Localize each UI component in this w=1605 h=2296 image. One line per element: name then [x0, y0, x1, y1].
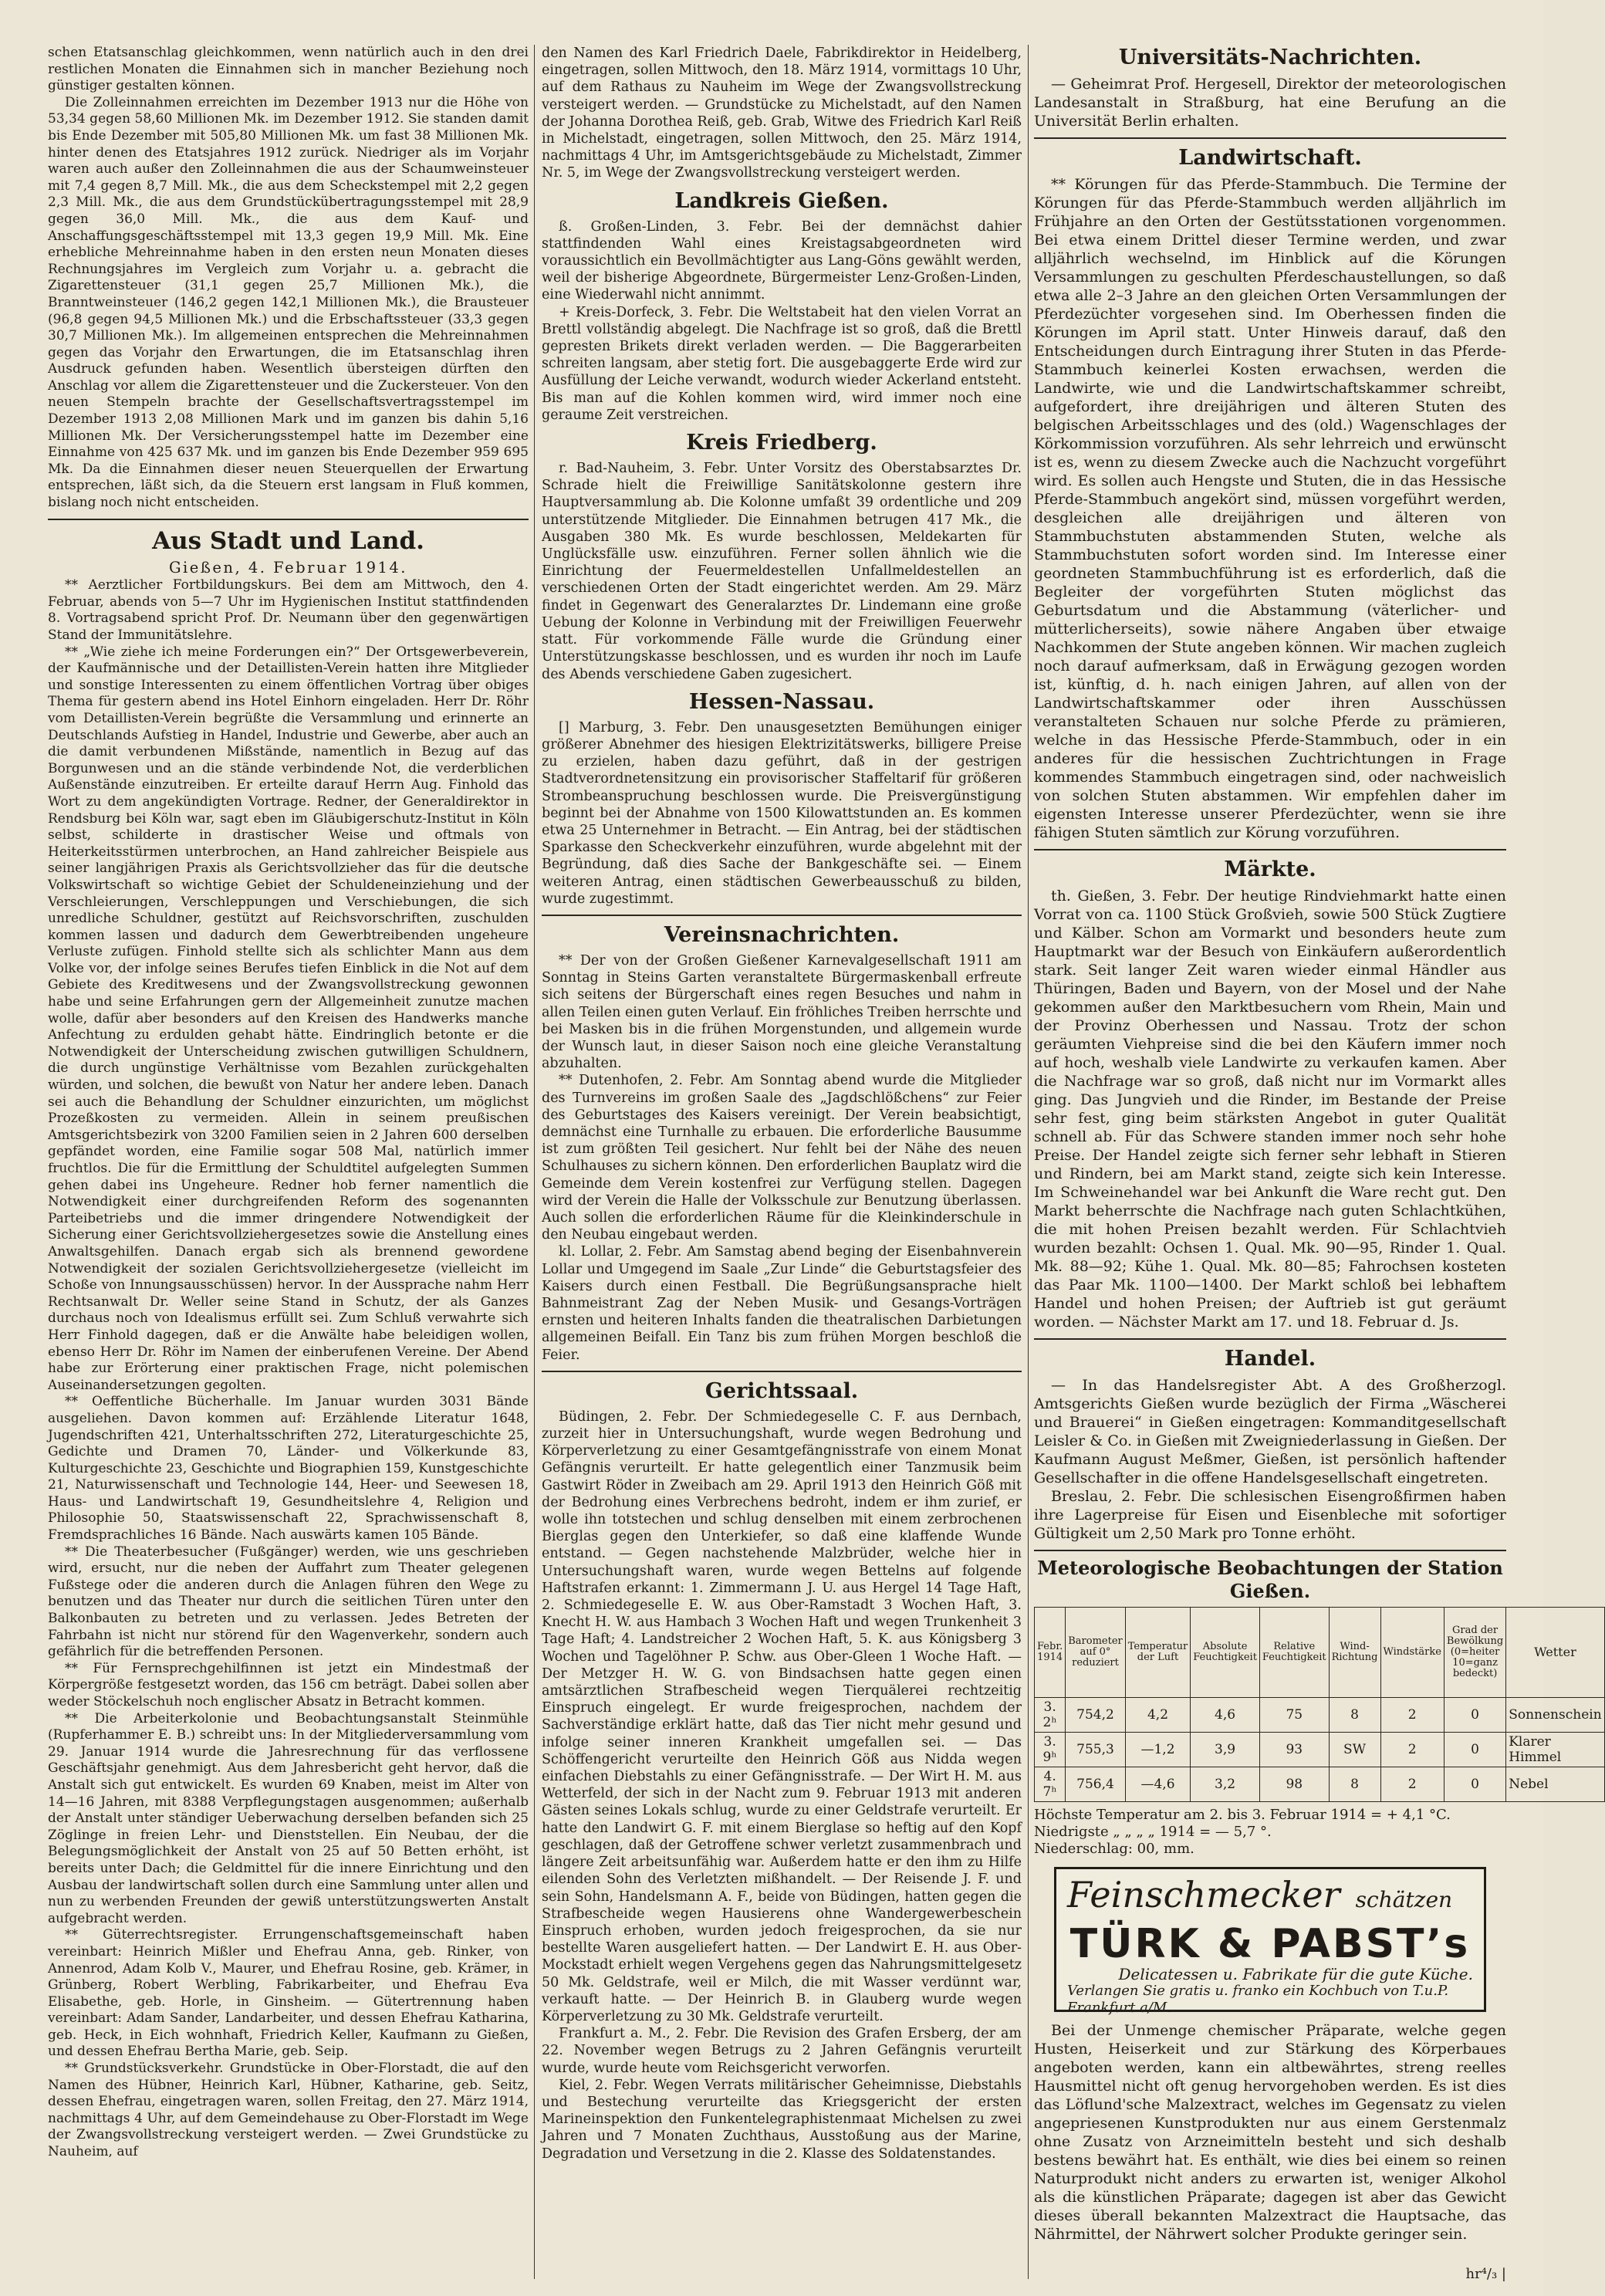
dateline: Gießen, 4. Februar 1914.	[168, 558, 407, 577]
section-heading: Märkte.	[1224, 857, 1316, 881]
table-cell: —4,6	[1125, 1767, 1190, 1802]
article-paragraph: ** Körungen für das Pferde-Stammbuch. Die Termine der Körungen für das Pferde-Stammbuch werden alljährlich im Frühjahre an den Orten der Gestütsstationen vorgenommen. Bei etwa einem Drittel dieser Termine werden, und zwar alljährlich wechselnd, im Hinblick auf die Körungen Versammlungen zu geschulten Pferdeschaustellungen, so daß etwa alle 2–3 Jahre an den gleichen Orten Versammlungen der Pferdezüchter vorgesehen sind. Im Oberhessen finden die Körungen im April statt. Unter Hinweis darauf, daß den Entscheidungen durch Eintragung ihrer Stuten in das Pferde-Stammbuch keinerlei Kosten erwachsen, werden die Landwirte, wie und die Landwirtschaftskammer schreibt, aufgefordert, ihre dreijährigen und älteren Stuten des belgischen Arbeitsschlages und des (old.) Wagenschlages der Körkommission vorzuführen. Als sehr lehrreich und erwünscht ist es, wenn zu diesem Zwecke auch die Nachzucht vorgeführt wird. Es sollen auch Hengste und Stuten, die in das Hessische Pferde-Stammbuch angekört sind, müssen vorgeführt werden, desgleichen alle dreijährigen und älteren von Stammbuchstuten abstammenden Stuten, welche als Stammbuchstuten sofort worden sind. Im Interesse einer geordneten Stammbuchführung ist es erforderlich, daß die Begleiter der vorgeführten Stuten möglichst das Geburtsdatum und die Abstammung (väterlicher- und mütterlicherseits), sowie nähere Angaben über etwaige Nachkommen der Stute angeben können. Wir machen zugleich noch darauf aufmerksam, daß in Erwägung gezogen worden ist, künftig, d. h. nach einigen Jahren, auf allen von der Landwirtschaftskammer oder ihren Ausschüssen veranstalteten Schauen nur solche Pferde zu prämieren, welche in das Hessische Pferde-Stammbuch, oder in ein anderes für die hessischen Zuchtrichtungen in Frage kommendes Stammbuch eingetragen sind, oder nachweislich von solchen Stuten abstammen. Wir empfehlen daher im eigensten Interesse unserer Pferdezüchter, wenn sie ihre fähigen Stuten sämtlich zur Körung vorzuführen.	[1034, 176, 1506, 841]
article-paragraph: Breslau, 2. Febr. Die schlesischen Eisengroßfirmen haben ihre Lagerpreise für Eisen und Eisenbleche mit sofortiger Gültigkeit um 2,50 Mark pro Tonne erhöht.	[1034, 1488, 1506, 1542]
table-cell: 2	[1380, 1767, 1444, 1802]
table-row	[1035, 1767, 1605, 1802]
section-divider	[542, 1371, 1022, 1372]
section-divider	[1034, 1550, 1506, 1551]
table-cell: Klarer Himmel	[1506, 1733, 1604, 1767]
article-paragraph: ** „Wie ziehe ich meine Forderungen ein?“ Der Ortsgewerbeverein, der Kaufmännische und der Detaillisten-Verein hatten ihre Mitglieder und sonstige Interessenten zu einem öffentlichen Vortrag über obiges Thema für gestern abend ins Hotel Einhorn eingeladen. Herr Dr. Röhr vom Detaillisten-Verein begrüßte die Versammlung und erinnerte an Deutschlands Aufstieg in Handel, Industrie und Gewerbe, aber auch an die damit verbundenen Mißstände, namentlich in Bezug auf das Borgunwesen und an die stände verbindende Not, die verderblichen Außenstände einzutreiben. Er erteilte darauf Herrn Aug. Finhold das Wort zu dem angekündigten Vortrage. Redner, der Generaldirektor in Rendsburg bei Köln war, sagt eben im Gläubigerschutz-Institut in Köln selbst, schilderte in drastischer Weise und oftmals von Heiterkeitsstürmen unterbrochen, an Hand zahlreicher Beispiele aus seiner langjährigen Praxis als Gerichtsvollzieher das für die deutsche Volkswirtschaft so wichtige Gebiet der Schuldeneinziehung und der Verschleierungen, Verschleppungen und Verschiebungen, die sich unredliche Schuldner, gestützt auf Reichsvorschriften, zuschulden kommen lassen und dadurch dem Gewerbtreibenden ungeheure Verluste zufügen. Finhold stellte sich als schlichter Mann aus dem Volke vor, der infolge seines Berufes tiefen Einblick in die Not auf dem Gebiete des Kreditwesens und der Zwangsvollstreckung gewonnen habe und seine Erfahrungen gern der Allgemeinheit zunutze machen wolle, dafür aber besonders auf den Kreisen des Handwerks manche Anfechtung zu erdulden gehabt hätte. Eindringlich betonte er die Notwendigkeit der Unterscheidung zwischen gutwilligen Schuldnern, die durch ungünstige Verhältnisse vom Bezahlen zurückgehalten würden, und solchen, die bewußt von Natur her andere leben. Danach sei auch die Behandlung der Schuldner einzurichten, um möglichst Prozeßkosten zu vermeiden. Allein in seinem preußischen Amtsgerichtsbezirk von 3200 Familien seien in 2 Jahren 600 derselben gepfändet worden, eine Familie sogar 508 Mal, natürlich immer fruchtlos. Die für die Ermittlung der Schuldtitel aufgelegten Summen gehen dabei ins Ungeheure. Redner hob ferner namentlich die Notwendigkeit einer durchgreifenden Reform des sogenannten Parteibetriebs und die immer dringendere Notwendigkeit der Sicherung einer Gerichtsvollziehergesetzes sowie die Anstellung eines Anwaltsgehilfen. Danach ergab sich als brennend gewordene Notwendigkeit der sozialen Gerichtsvollziehergesetze (vielleicht im Schoße von Innungsausschüssen) hervor. In der Aussprache nahm Herr Rechtsanwalt Dr. Weller seine Stand in Schutz, der als Ganzes durchaus noch von Idealismus erfüllt sei. Zum Schluß verwahrte sich Herr Finhold dagegen, daß er die Anwälte habe beleidigen wollen, ebenso Herr Dr. Röhr im Namen der einberufenen Vereine. Der Abend habe zur Erörterung einer praktischen Frage, nicht polemischen Auseinandersetzungen gegolten.	[48, 644, 529, 1393]
table-cell: SW	[1329, 1733, 1380, 1767]
table-cell: 4. 7ʰ	[1035, 1767, 1066, 1802]
article-paragraph: kl. Lollar, 2. Febr. Am Samstag abend beging der Eisenbahnverein Lollar und Umgegend im Saale „Zur Linde“ die Geburtstagsfeier des Kaisers durch einen Festball. Die Begrüßungsansprache hielt Bahnmeistrant Zag der Neben Musik- und Gesangs-Vorträgen ernsten und heiteren Inhalts fanden die theatralischen Darbietungen allgemeinen Beifall. Ein Tanz bis zum frühen Morgen beschloß die Feier.	[542, 1244, 1022, 1363]
table-cell: 2	[1380, 1698, 1444, 1733]
section-heading: Landkreis Gießen.	[674, 188, 889, 213]
table-cell: 8	[1329, 1767, 1380, 1802]
weather-table	[1034, 1607, 1605, 1802]
article-paragraph: ** Dutenhofen, 2. Febr. Am Sonntag abend wurde die Mitglieder des Turnvereins im großen Saale des „Jagdschlößchens“ zur Feier des Geburtstages des Kaisers vereinigt. Der Verein beabsichtigt, demnächst eine Turnhalle zu erbauen. Die erforderliche Bausumme ist zum größten Teil gesichert. Nur fehlt bei der Nähe des neuen Schulhauses zu sichern können. Den erforderlichen Bauplatz wird die Gemeinde dem Verein kostenfrei zur Verfügung stellen. Dagegen wird der Verein die Halle der Volksschule zur Benutzung überlassen. Auch sollen die erforderlichen Räume für die Kleinkinderschule in den Neubau eingebaut werden.	[542, 1073, 1022, 1243]
article-paragraph: ** Güterrechtsregister. Errungenschaftsgemeinschaft haben vereinbart: Heinrich Mißler und Ehefrau Anna, geb. Rinker, von Annenrod, Adam Kolb V., Maurer, und Ehefrau Rosine, geb. Krämer, in Grünberg, Robert Werbling, Fabrikarbeiter, und Ehefrau Eva Elisabethe, geb. Horle, in Ginsheim. — Gütertrennung haben vereinbart: Adam Sander, Landarbeiter, und dessen Ehefrau Katharina, geb. Heck, in Eich wohnhaft, Friedrich Keller, Kaufmann zu Gießen, und dessen Ehefrau Bertha Marie, geb. Seip.	[48, 1927, 529, 2060]
table-cell: 8	[1329, 1698, 1380, 1733]
weather-max-temp: Höchste Temperatur am 2. bis 3. Februar 1914 = + 4,1 °C.	[1034, 1807, 1451, 1823]
table-cell: 2	[1380, 1733, 1444, 1767]
section-heading: Hessen-Nassau.	[688, 689, 875, 714]
column-1	[48, 45, 529, 2161]
table-header: Grad der Bewölkung (0=heiter 10=ganz bedeckt)	[1444, 1608, 1505, 1698]
column-rule	[1028, 45, 1029, 2279]
weather-min-temp: Niedrigste „ „ „ „ 1914 = — 5,7 °.	[1034, 1824, 1272, 1840]
article-paragraph: — Geheimrat Prof. Hergesell, Direktor der meteorologischen Landesanstalt in Straßburg, hat eine Berufung an die Universität Berlin erhalten.	[1034, 76, 1506, 130]
table-header: Windstärke	[1380, 1608, 1444, 1698]
section-heading: Kreis Friedberg.	[686, 431, 877, 455]
article-paragraph: schen Etatsanschlag gleichkommen, wenn natürlich auch in den drei restlichen Monaten die Einnahmen sich in mancher Beziehung noch günstiger gestalten können.	[48, 45, 529, 94]
table-cell: 3,9	[1191, 1733, 1260, 1767]
article-paragraph: + Kreis-Dorfeck, 3. Febr. Die Weltstabeit hat den vielen Vorrat an Brettl vollständig abgelegt. Die Nachfrage ist so groß, daß die Brettl gepresten Brikets direkt verladen werden. — Die Baggerarbeiten schreiten langsam, aber stetig fort. Die ausgebaggerte Erde wird zur Ausfüllung der Leiche verwandt, wodurch wieder Ackerland entsteht. Bis man auf die Kohlen kommen wird, wird immer noch eine geraume Zeit verstreichen.	[542, 304, 1022, 423]
table-cell: 754,2	[1066, 1698, 1126, 1733]
table-cell: 0	[1444, 1698, 1505, 1733]
article-paragraph: — In das Handelsregister Abt. A des Großherzogl. Amtsgerichts Gießen wurde bezüglich der Firma „Wäscherei und Brauerei“ in Gießen eingetragen: Kommanditgesellschaft Leisler & Co. in Gießen mit Zweigniederlassung in Gießen. Der Kaufmann August Meßmer, Gießen, ist persönlich haftender Gesellschafter in die offene Handelsgesellschaft eingetreten.	[1034, 1377, 1506, 1486]
table-header: Barometer auf 0° reduziert	[1066, 1608, 1126, 1698]
ad-tagline: Delicatessen u. Fabrikate für die gute Küche.	[1118, 1965, 1473, 1983]
table-cell: Sonnenschein	[1506, 1698, 1604, 1733]
table-cell: 4,2	[1125, 1698, 1190, 1733]
table-cell: 755,3	[1066, 1733, 1126, 1767]
table-cell: 93	[1259, 1733, 1329, 1767]
table-cell: 0	[1444, 1733, 1505, 1767]
table-cell: 4,6	[1191, 1698, 1260, 1733]
section-divider	[48, 519, 529, 520]
column-2	[542, 45, 1022, 2162]
ad-brand: TÜRK & PABST’s	[1069, 1921, 1471, 1967]
section-divider	[1034, 849, 1506, 850]
table-cell: 0	[1444, 1767, 1505, 1802]
table-header: Relative Feuchtigkeit	[1259, 1608, 1329, 1698]
table-header: Temperatur der Luft	[1125, 1608, 1190, 1698]
table-header-row	[1035, 1608, 1605, 1698]
section-divider	[1034, 137, 1506, 139]
table-cell: 98	[1259, 1767, 1329, 1802]
section-heading: Universitäts-Nachrichten.	[1118, 46, 1422, 69]
weather-summary	[1034, 1807, 1506, 1858]
article-paragraph: ** Die Theaterbesucher (Fußgänger) werden, wie uns geschrieben wird, ersucht, nur die neben der Auffahrt zum Theater gelegenen Fußstege oder die anderen durch die Anlagen führen den Wege zu benutzen und das Theater nur durch die seitlichen Türen unter den Balkonbauten zu betreten und zu verlassen. Jedes Betreten der Fahrbahn ist nicht nur störend für den Wagenverkehr, sondern auch gefährlich für die betreffenden Personen.	[48, 1544, 529, 1660]
section-heading: Gerichtssaal.	[705, 1378, 859, 1403]
column-3	[1034, 45, 1602, 2244]
article-paragraph: th. Gießen, 3. Febr. Der heutige Rindviehmarkt hatte einen Vorrat von ca. 1100 Stück Großvieh, sowie 500 Stück Zugtiere und Kälber. Schon am Vormarkt und besonders heute zum Hauptmarkt war der Besuch von Einkäufern außerordentlich stark. Seit langer Zeit waren wieder einmal Händler aus Thüringen, Baden und Bayern, von der Mosel und der Nahe gekommen außer den Marktbesuchern vom Rhein, Main und der Provinz Oberhessen und Nassau. Trotz der schon geräumten Viehpreise sind die bei den Käufern immer noch auf hoch, weshalb viele Landwirte zu verkaufen kamen. Aber die Nachfrage war so groß, daß nicht nur im Vormarkt alles ging. Das Jungvieh und die Rinder, im Bestande der Preise sehr fest, ging beim stärksten Angebot in guter Qualität schnell ab. Für das Schwere standen immer noch sehr hohe Preise. Der Handel zeigte sich ferner sehr lebhaft in Stieren und Rindern, bei am Markt stand, zeigte sich kein Interesse. Im Schweinehandel war bei Ankunft die Ware recht gut. Den Markt beherrschte die Nachfrage nach guten Schlachtkühen, die mit hohen Preisen bezahlt werden. Für Schlachtvieh wurden bezahlt: Ochsen 1. Qual. Mk. 90—95, Rinder 1. Qual. Mk. 88—92; Kühe 1. Qual. Mk. 80—85; Fahrochsen kosteten das Paar Mk. 1100—1400. Der Markt schloß bei lebhaftem Handel und hohen Preisen; der Auftrieb ist gut geräumt worden. — Nächster Markt am 17. und 18. Februar d. Js.	[1034, 888, 1506, 1331]
article-paragraph: Frankfurt a. M., 2. Febr. Die Revision des Grafen Ersberg, der am 22. November wegen Betrugs zu 2 Jahren Gefängnis verurteilt wurde, wurde heute vom Reichsgericht verworfen.	[542, 2026, 1022, 2076]
advertisement	[1054, 1867, 1486, 2016]
table-header: Febr. 1914	[1035, 1608, 1066, 1698]
section-heading: Handel.	[1224, 1347, 1316, 1371]
section-heading: Aus Stadt und Land.	[152, 526, 424, 555]
article-paragraph: ** Oeffentliche Bücherhalle. Im Januar wurden 3031 Bände ausgeliehen. Davon kommen auf: Erzählende Literatur 1648, Jugendschriften 421, Unterhaltsschriften 272, Literaturgeschichte 25, Gedichte und Dramen 70, Länder- und Völkerkunde 83, Kulturgeschichte 23, Geschichte und Biographien 159, Kunstgeschichte 21, Naturwissenschaft und Technologie 144, Heer- und Seewesen 18, Haus- und Landwirtschaft 19, Gesundheitslehre 4, Religion und Philosophie 50, Staatswissenschaft 22, Sprachwissenschaft 8, Fremdsprachliches 16 Bände. Nach auswärts kamen 105 Bände.	[48, 1394, 529, 1544]
article-paragraph: Die Zolleinnahmen erreichten im Dezember 1913 nur die Höhe von 53,34 gegen 58,60 Millionen Mk. im Dezember 1912. Sie standen damit bis Ende Dezember mit 505,80 Millionen Mk. um fast 38 Millionen Mk. hinter denen des Etatsjahres 1912 zurück. Niedriger als im Vorjahr waren auch außer den Zolleinnahmen die aus der Schaumweinsteuer mit 7,4 gegen 8,7 Mill. Mk., die aus dem Scheckstempel mit 2,2 gegen 2,3 Mill. Mk., die aus dem Grundstückübertragungsstempel mit 28,9 gegen 36,0 Mill. Mk., die aus dem Kauf- und Anschaffungsgeschäftsstempel mit 13,3 gegen 19,9 Mill. Mk. Eine erhebliche Mehreinnahme haben in den ersten neun Monaten dieses Rechnungsjahres im Vergleich zum Vorjahr u. a. gebracht die Zigarettensteuer (31,1 gegen 25,7 Millionen Mk.), die Branntweinsteuer (146,2 gegen 142,1 Millionen Mk.), die Brausteuer (96,8 gegen 94,5 Millionen Mk.) und die Erbschaftssteuer (33,3 gegen 30,7 Millionen Mk.). Im allgemeinen entsprechen die Mehreinnahmen gegen das Vorjahr den Erwartungen, die im Etatsanschlag ihren Ausdruck gefunden haben. Wesentlich übersteigen dürften den Anschlag vor allem die Zigarettensteuer und die Zuckersteuer. Von den neuen Stempeln brachte der Gesellschaftsvertragsstempel im Dezember 1913 2,08 Millionen Mark und im ganzen bis dahin 5,16 Millionen Mk. Der Versicherungsstempel hatte im Dezember eine Einnahme von 425 637 Mk. und im ganzen bis Ende Dezember 959 695 Mk. Da die Einnahmen dieser neuen Steuerquellen der Erwartung entsprechen, läßt sich, da die Steuern erst langsam in Fluß kommen, bislang noch nicht entscheiden.	[48, 94, 529, 511]
table-row	[1035, 1698, 1605, 1733]
table-header: Wind-Richtung	[1329, 1608, 1380, 1698]
weather-table-title: Meteorologische Beobachtungen der Station Gießen.	[1037, 1557, 1503, 1602]
article-paragraph: r. Bad-Nauheim, 3. Febr. Unter Vorsitz des Oberstabsarztes Dr. Schrade hielt die Freiwillige Sanitätskolonne gestern ihre Hauptversammlung ab. Die Kolonne umfaßt 39 ordentliche und 209 unterstützende Mitglieder. Die Einnahmen betrugen 417 Mk., die Ausgaben 380 Mk. Es wurde beschlossen, Meldekarten für Unglücksfälle usw. einzuführen. Ferner sollen ähnlich wie die Einrichtung der Feuermeldestellen Unfallmeldestellen an verschiedenen Orten der Stadt eingerichtet werden. Am 29. März findet in Gegenwart des Generalarztes Dr. Lindemann eine große Uebung der Kolonne in Verbindung mit der Freiwilligen Feuerwehr statt. Für vorkommende Fälle wurde die Gründung einer Unterstützungskasse beschlossen, und es wurden ihr noch im Laufe des Abends verschiedene Gaben zugesichert.	[542, 461, 1022, 682]
section-heading: Vereinsnachrichten.	[664, 922, 900, 947]
table-cell: 756,4	[1066, 1767, 1126, 1802]
article-paragraph: ** Der von der Großen Gießener Karnevalgesellschaft 1911 am Sonntag in Steins Garten veranstaltete Bürgermaskenball erfreute sich seitens der Bürgerschaft eines regen Besuches und nahm in allen Teilen einen guten Verlauf. Ein fröhliches Treiben herrschte und bei Masken bis in die frühen Morgenstunden, und allgemein wurde der Wunsch laut, in dieser Saison noch eine gleiche Veranstaltung abzuhalten.	[542, 952, 1022, 1072]
table-cell: 75	[1259, 1698, 1329, 1733]
article-paragraph: [] Marburg, 3. Febr. Den unausgesetzten Bemühungen einiger größerer Abnehmer des hiesigen Elektrizitätswerks, billigere Preise zu erzielen, haben dazu geführt, daß in der gestrigen Stadtverordnetensitzung ein provisorischer Staffeltarif für größeren Strombeanspruchung beschlossen wurde. Die Preisvergünstigung beginnt bei der Abnahme von 1500 Kilowattstunden an. Es kommen etwa 25 Unternehmer in Betracht. — Ein Antrag, bei der städtischen Sparkasse den Scheckverkehr einzuführen, wurde abgelehnt mit der Begründung, daß dies Sache der Bankgeschäfte sei. — Einem weiteren Antrag, einen städtischen Gewerbeausschuß zu bilden, wurde zugestimmt.	[542, 719, 1022, 907]
table-cell: 3. 9ʰ	[1035, 1733, 1066, 1767]
article-paragraph: ** Die Arbeiterkolonie und Beobachtungsanstalt Steinmühle (Rupferhammer E. B.) schreibt uns: In der Mitgliederversammlung vom 29. Januar 1914 wurde die Jahresrechnung für das verflossene Geschäftsjahr genehmigt. Aus dem Jahresbericht geht hervor, daß die Anstalt sich gut entwickelt. Es wurden 69 Knaben, meist im Alter von 14—16 Jahren, mit 8388 Verpflegungstagen ausgenommen; außerhalb der Anstalt unter ständiger Ueberwachung derselben befanden sich 25 Zöglinge in freien Lehr- und Dienststellen. Ein Neubau, der die Belegungsmöglichkeit der Anstalt von 25 auf 50 Betten erhöht, ist bereits unter Dach; die Geldmittel für die innere Einrichtung und den Ausbau der landwirtschaft sollen durch eine Sammlung unter allen und nun zu werbenden Freunden der gewiß unterstützungswerten Anstalt aufgebracht werden.	[48, 1710, 529, 1926]
article-paragraph: ß. Großen-Linden, 3. Febr. Bei der demnächst dahier stattfindenden Wahl eines Kreistagsabgeordneten wird voraussichtlich ein Bevollmächtigter aus Lang-Göns gewählt werden, weil der bisherige Abgeordnete, Bürgermeister Lenz-Großen-Linden, eine Wiederwahl nicht annimmt.	[542, 218, 1022, 303]
column-rule	[534, 45, 535, 2279]
table-cell: —1,2	[1125, 1733, 1190, 1767]
article-paragraph: Bei der Unmenge chemischer Präparate, welche gegen Husten, Heiserkeit und zur Stärkung des Körperbaues angeboten werden, kann ein altbewährtes, streng reelles Hausmittel nicht oft genug hervorgehoben werden. Es ist dies das Löflund'sche Malzextract, welches im Gegensatz zu vielen angepriesenen Kunstprodukten nur aus einem Gerstenmalz ohne Zusatz von Arzneimitteln besteht und sich deshalb bestens bewährt hat. Es enthält, wie dies bei einem so reinen Naturprodukt nicht anders zu erwarten ist, weniger Alkohol als die künstlichen Präparate; dagegen ist aber das Gewicht dieses überall bekannten Malzextract die Hauptsache, das Nährmittel, der Nährwert solcher Produkte geringer sein.	[1034, 2022, 1506, 2243]
article-paragraph: den Namen des Karl Friedrich Daele, Fabrikdirektor in Heidelberg, eingetragen, sollen Mittwoch, den 18. März 1914, vormittags 10 Uhr, auf dem Rathaus zu Nauheim im Wege der Zwangsvollstreckung versteigert werden. — Grundstücke zu Michelstadt, auf den Namen der Johanna Dorothea Reiß, geb. Grab, Witwe des Friedrich Karl Reiß in Michelstadt, eingetragen, sollen Mittwoch, den 25. März 1914, nachmittags 4 Uhr, im Amtsgerichtsgebäude zu Michelstadt, Zimmer Nr. 5, im Wege der Zwangsvollstreckung versteigert werden.	[542, 46, 1022, 181]
table-header: Wetter	[1506, 1608, 1604, 1698]
article-paragraph: ** Grundstücksverkehr. Grundstücke in Ober-Florstadt, die auf den Namen des Hübner, Heinrich Karl, Hübner, Katharine, geb. Seitz, dessen Ehefrau, eingetragen waren, sollen Freitag, den 27. März 1914, nachmittags 4 Uhr, auf dem Gemeindehause zu Ober-Florstadt im Wege der Zwangsvollstreckung versteigert werden. — Zwei Grundstücke zu Nauheim, auf	[48, 2061, 529, 2160]
section-divider	[1034, 1338, 1506, 1340]
ad-offer: Verlangen Sie gratis u. franko ein Kochbuch von T.u.P. Frankfurt a/M.	[1067, 1983, 1449, 2016]
table-header: Absolute Feuchtigkeit	[1191, 1608, 1260, 1698]
section-divider	[542, 915, 1022, 916]
ad-headline: Feinschmecker schätzen	[1067, 1874, 1453, 1916]
section-heading: Landwirtschaft.	[1178, 146, 1362, 170]
footer-mark: hr⁴/₃ |	[1465, 2266, 1506, 2282]
table-cell: 3,2	[1191, 1767, 1260, 1802]
table-cell: 3. 2ʰ	[1035, 1698, 1066, 1733]
table-cell: Nebel	[1506, 1767, 1604, 1802]
article-paragraph: Büdingen, 2. Febr. Der Schmiedegeselle C. F. aus Dernbach, zurzeit hier in Untersuchungshaft, wurde wegen Bedrohung und Körperverletzung zu einer Gesamtgefängnisstrafe von einem Monat Gefängnis verurteilt. Er hatte gelegentlich einer Tanzmusik beim Gastwirt Röder in Zweibach am 29. April 1913 den Heinrich Göß mit der Bedrohung eines Verbrechens bedroht, indem er ihm zurief, er wolle ihn totstechen und schlug denselben mit einem zerbrochenen Bierglas gegen den Unterkiefer, so daß eine klaffende Wunde entstand. — Gegen nachstehende Malzbrüder, welche hier in Untersuchungshaft waren, wurde wegen Bettelns auf folgende Haftstrafen erkannt: 1. Zimmermann J. U. aus Hergel 14 Tage Haft, 2. Schmiedegeselle E. W. aus Ober-Ramstadt 3 Wochen Haft, 3. Knecht H. W. aus Hambach 3 Wochen Haft und wegen Trunkenheit 3 Tage Haft; 4. Landstreicher 2 Wochen Haft, 5. K. aus Königsberg 3 Wochen und Tagelöhner P. Schw. aus Ober-Gleen 1 Woche Haft. — Der Metzger H. W. G. von Bindsachsen hatte gegen einen amtsärztlichen Strafbescheid wegen Tierquälerei rechtzeitig Einspruch eingelegt. Er wurde freigesprochen, nachdem der Sachverständige erklärt hatte, daß das Tier nicht mehr gesund und infolge seiner inneren Krankheit umgefallen sei. — Das Schöffengericht verurteilte den Heinrich Göß aus Nidda wegen einfachen Diebstahls zu einer Gefängnisstrafe. — Der Wirt H. M. aus Wetterfeld, der sich in der Nacht zum 9. Februar 1913 mit anderen Gästen seines Lokals schlug, wurde zu einer Geldstrafe verurteilt. Er hatte den Landwirt G. F. mit einem Bierglase so heftig auf den Kopf geschlagen, daß der Getroffene schwer verletzt zusammenbrach und längere Zeit arbeitsunfähig war. Außerdem hatte er den ihm zu Hilfe eilenden Sohn des Verletzten mißhandelt. — Der Reisende J. F. und sein Sohn, Handelsmann A. F., beide von Büdingen, hatten gegen die Strafbescheide wegen Hausierens ohne Wandergewerbeschein Einspruch erhoben, wurden jedoch freigesprochen, da sie nur bestellte Waren ausgeliefert hatten. — Der Landwirt E. H. aus Ober-Mockstadt erhielt wegen Vergehens gegen das Nahrungsmittelgesetz 50 Mk. Geldstrafe, weil er Milch, die mit Wasser verdünnt war, verkauft hatte. — Der Heinrich B. in Glauberg wurde wegen Körperverletzung zu 30 Mk. Geldstrafe verurteilt.	[542, 1408, 1022, 2024]
weather-precipitation: Niederschlag: 00, mm.	[1034, 1841, 1194, 1857]
article-paragraph: ** Aerztlicher Fortbildungskurs. Bei dem am Mittwoch, den 4. Februar, abends von 5—7 Uhr im Hygienischen Institut stattfindenden 8. Vortragsabend spricht Prof. Dr. Neumann über den gegenwärtigen Stand der Immunitätslehre.	[48, 577, 529, 643]
table-row	[1035, 1733, 1605, 1767]
article-paragraph: Kiel, 2. Febr. Wegen Verrats militärischer Geheimnisse, Diebstahls und Bestechung verurteilte das Kriegsgericht der ersten Marineinspektion den Funkentelegraphistenmaat Michelsen zu zwei Jahren und 7 Monaten Zuchthaus, Ausstoßung aus der Marine, Degradation und Versetzung in die 2. Klasse des Soldatenstandes.	[542, 2077, 1022, 2162]
article-paragraph: ** Für Fernsprechgehilfinnen ist jetzt ein Mindestmaß der Körpergröße festgesetzt worden, das 156 cm beträgt. Dabei sollen aber weder Stöckelschuh noch englischer Absatz in Betracht kommen.	[48, 1660, 529, 1709]
